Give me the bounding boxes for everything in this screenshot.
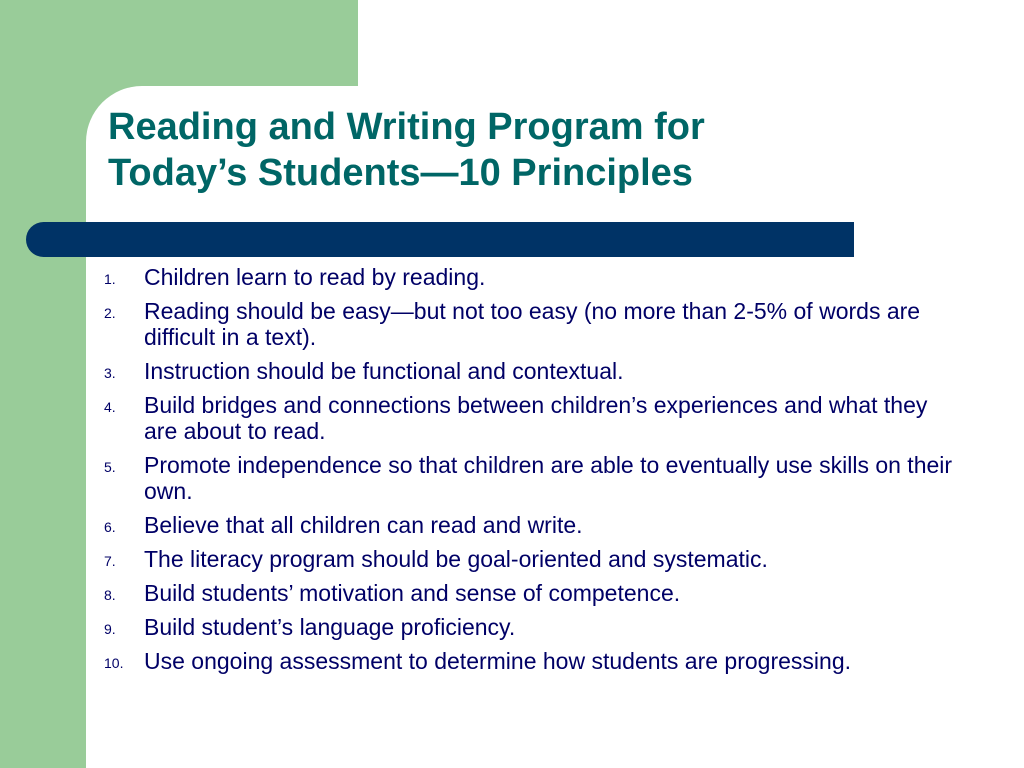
principle-text: Believe that all children can read and write. xyxy=(144,512,583,538)
principle-number: 6. xyxy=(104,519,116,535)
principle-number: 7. xyxy=(104,553,116,569)
principle-text: Build student’s language proficiency. xyxy=(144,614,516,640)
principle-item xyxy=(100,648,960,674)
principle-text: Children learn to read by reading. xyxy=(144,264,486,290)
principle-text: Reading should be easy—but not too easy (no more than 2-5% of words are difficult in a text). xyxy=(144,298,921,350)
principle-item xyxy=(100,546,960,572)
principle-number: 8. xyxy=(104,587,116,603)
slide-title-line-1: Reading and Writing Program for xyxy=(108,106,705,148)
principle-text: Build students’ motivation and sense of competence. xyxy=(144,580,681,606)
principle-number: 1. xyxy=(104,271,116,287)
principle-item xyxy=(100,580,960,606)
principle-number: 5. xyxy=(104,459,116,475)
principle-text: Use ongoing assessment to determine how students are progressing. xyxy=(144,648,852,674)
principle-text: Instruction should be functional and contextual. xyxy=(144,358,624,384)
principle-item xyxy=(100,298,960,350)
principle-number: 3. xyxy=(104,365,116,381)
principle-text: The literacy program should be goal-oriented and systematic. xyxy=(144,546,768,572)
principles-list xyxy=(100,264,960,682)
principle-item xyxy=(100,358,960,384)
principle-number: 10. xyxy=(104,655,124,671)
principle-number: 2. xyxy=(104,305,116,321)
title-accent-bar xyxy=(26,222,854,257)
principle-number: 9. xyxy=(104,621,116,637)
principle-item xyxy=(100,614,960,640)
principle-item xyxy=(100,264,960,290)
principle-item xyxy=(100,452,960,504)
slide-title-line-2: Today’s Students—10 Principles xyxy=(108,152,693,194)
principle-text: Promote independence so that children are able to eventually use skills on their own. xyxy=(144,452,953,504)
slide-title xyxy=(108,104,908,196)
principle-item xyxy=(100,392,960,444)
principle-text: Build bridges and connections between children’s experiences and what they are about to read. xyxy=(144,392,928,444)
principle-number: 4. xyxy=(104,399,116,415)
principle-item xyxy=(100,512,960,538)
